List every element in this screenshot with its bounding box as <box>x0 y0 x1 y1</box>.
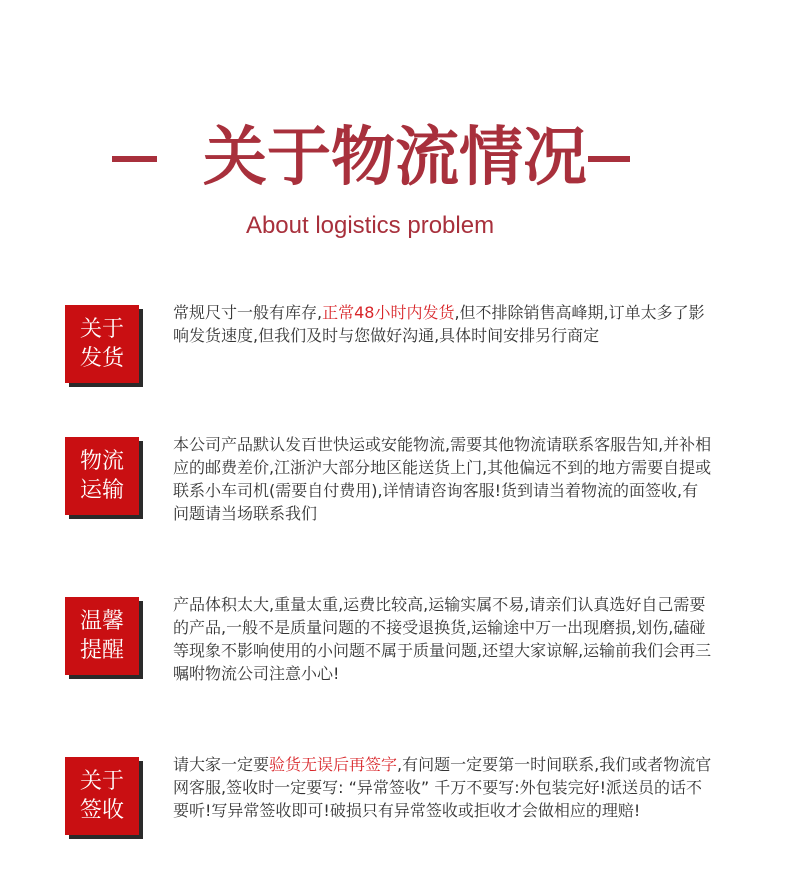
page-subtitle: About logistics problem <box>245 212 495 239</box>
page-title: 关于物流情况 <box>203 121 587 195</box>
section-text <box>173 593 713 685</box>
body-text: ,但不排除销售高峰期,订单太多了影响发货速度,但我们及时与您做好沟通,具体时间安排另行商定 <box>173 303 705 345</box>
badge-line: 提醒 <box>79 638 124 663</box>
highlight-text: 正常48小时内发货 <box>322 303 455 322</box>
badge-line: 温馨 <box>79 609 124 634</box>
section-text <box>173 753 713 822</box>
body-text: 本公司产品默认发百世快运或安能物流,需要其他物流请联系客服告知,并补相应的邮费差价,江浙沪大部分地区能送货上门,其他偏远不到的地方需要自提或联系小车司机(需要自付费用),详情请咨询客服!货到请当着物流的面签收,有问题请当场联系我们 <box>173 435 712 523</box>
body-text: 常规尺寸一般有库存, <box>173 303 323 322</box>
highlight-text: 验货无误后再签字 <box>269 755 398 774</box>
badge-line: 发货 <box>79 346 124 371</box>
badge-line: 运输 <box>79 478 124 503</box>
section-text <box>173 301 713 347</box>
badge-line: 签收 <box>79 798 124 823</box>
section-text <box>173 433 713 525</box>
badge-line: 关于 <box>79 769 124 794</box>
section-badge <box>65 597 139 675</box>
section-badge <box>65 757 139 835</box>
badge-line: 物流 <box>79 449 124 474</box>
body-text: 产品体积太大,重量太重,运费比较高,运输实属不易,请亲们认真选好自己需要的产品,一般不是质量问题的不接受退换货,运输途中万一出现磨损,划伤,磕碰等现象不影响使用的小问题不属于质量问题,还望大家谅解,运输前我们会再三嘱咐物流公司注意小心! <box>173 595 712 683</box>
body-text: ,有问题一定要第一时间联系,我们或者物流官网客服,签收时一定要写: “异常签收” 千万不要写:外包装完好!派送员的话不要听!写异常签收即可!破损只有异常签收或拒收才会做相应的理赔! <box>173 755 712 820</box>
section-badge <box>65 437 139 515</box>
title-dash-right <box>588 156 630 162</box>
badge-line: 关于 <box>79 317 124 342</box>
body-text: 请大家一定要 <box>173 755 270 774</box>
section-badge <box>65 305 139 383</box>
